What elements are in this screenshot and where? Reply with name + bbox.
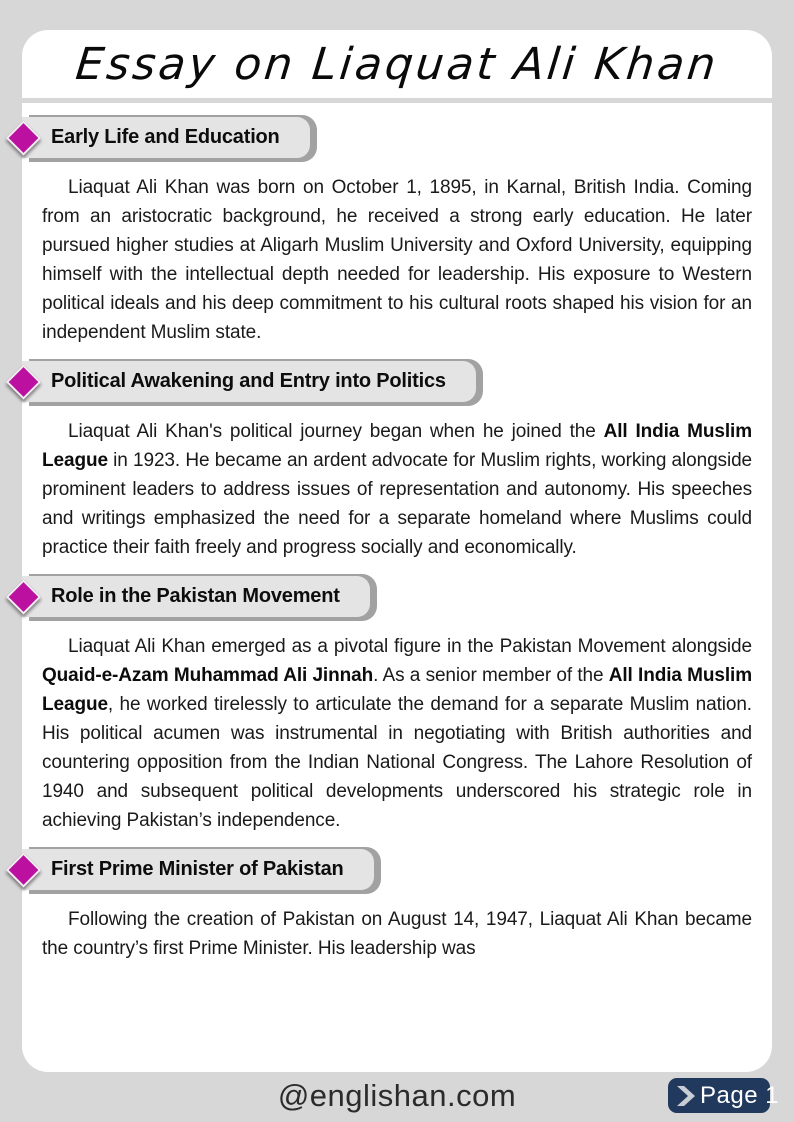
section-heading-text: Role in the Pakistan Movement bbox=[22, 576, 370, 617]
footer bbox=[0, 1072, 794, 1122]
chevron-right-icon bbox=[676, 1084, 698, 1108]
text-run: Liaquat Ali Khan was born on October 1, 1895, in Karnal, British India. Coming from an aristocratic background, he received a strong early education. He later pursued higher studies at Aligarh Muslim University and Oxford University, equipping himself with the intellectual depth needed for leadership. His exposure to Western political ideals and his deep commitment to his cultural roots shaped his vision for an independent Muslim state. bbox=[42, 177, 752, 343]
essay-section bbox=[42, 576, 752, 835]
title-box bbox=[22, 30, 772, 103]
text-run: in 1923. He became an ardent advocate for Muslim rights, working alongside prominent leaders to address issues of representation and autonomy. His speeches and writings emphasized the need for a separate homeland where Muslims could practice their faith freely and progress socially and economically. bbox=[42, 450, 752, 558]
section-heading-bar bbox=[22, 576, 370, 617]
essay-section bbox=[42, 849, 752, 963]
section-heading-text: First Prime Minister of Pakistan bbox=[22, 849, 374, 890]
section-heading-text: Early Life and Education bbox=[22, 117, 310, 158]
text-run: Liaquat Ali Khan's political journey began when he joined the bbox=[68, 421, 604, 442]
essay-body bbox=[22, 117, 772, 963]
page-number-badge bbox=[668, 1078, 780, 1113]
text-run: Liaquat Ali Khan emerged as a pivotal figure in the Pakistan Movement alongside bbox=[68, 636, 752, 657]
section-heading-text: Political Awakening and Entry into Politics bbox=[22, 361, 476, 402]
section-paragraph bbox=[42, 417, 752, 562]
bold-phrase: All India Muslim League bbox=[42, 665, 753, 715]
section-heading-bar bbox=[22, 117, 310, 158]
essay-section bbox=[42, 117, 752, 347]
text-run: . As a senior member of the bbox=[373, 665, 609, 686]
page-title: Essay on Liaquat Ali Khan bbox=[73, 38, 721, 90]
text-run: Following the creation of Pakistan on August 14, 1947, Liaquat Ali Khan became the country’s first Prime Minister. His leadership was bbox=[42, 909, 752, 959]
page-number-label: Page 1 bbox=[700, 1081, 780, 1109]
site-handle: @englishan.com bbox=[277, 1078, 517, 1113]
bold-phrase: Quaid-e-Azam Muhammad Ali Jinnah bbox=[42, 665, 374, 686]
text-run: , he worked tirelessly to articulate the demand for a separate Muslim nation. His political acumen was instrumental in negotiating with British authorities and countering opposition from the Indian National Congress. The Lahore Resolution of 1940 and subsequent political developments underscored his strategic role in achieving Pakistan’s independence. bbox=[42, 694, 752, 831]
bold-phrase: All India Muslim League bbox=[42, 421, 752, 471]
essay-card bbox=[22, 30, 772, 1072]
section-heading-bar bbox=[22, 361, 476, 402]
section-paragraph bbox=[42, 905, 752, 963]
section-paragraph bbox=[42, 632, 752, 835]
essay-section bbox=[42, 361, 752, 562]
section-paragraph bbox=[42, 173, 752, 347]
section-heading-bar bbox=[22, 849, 374, 890]
